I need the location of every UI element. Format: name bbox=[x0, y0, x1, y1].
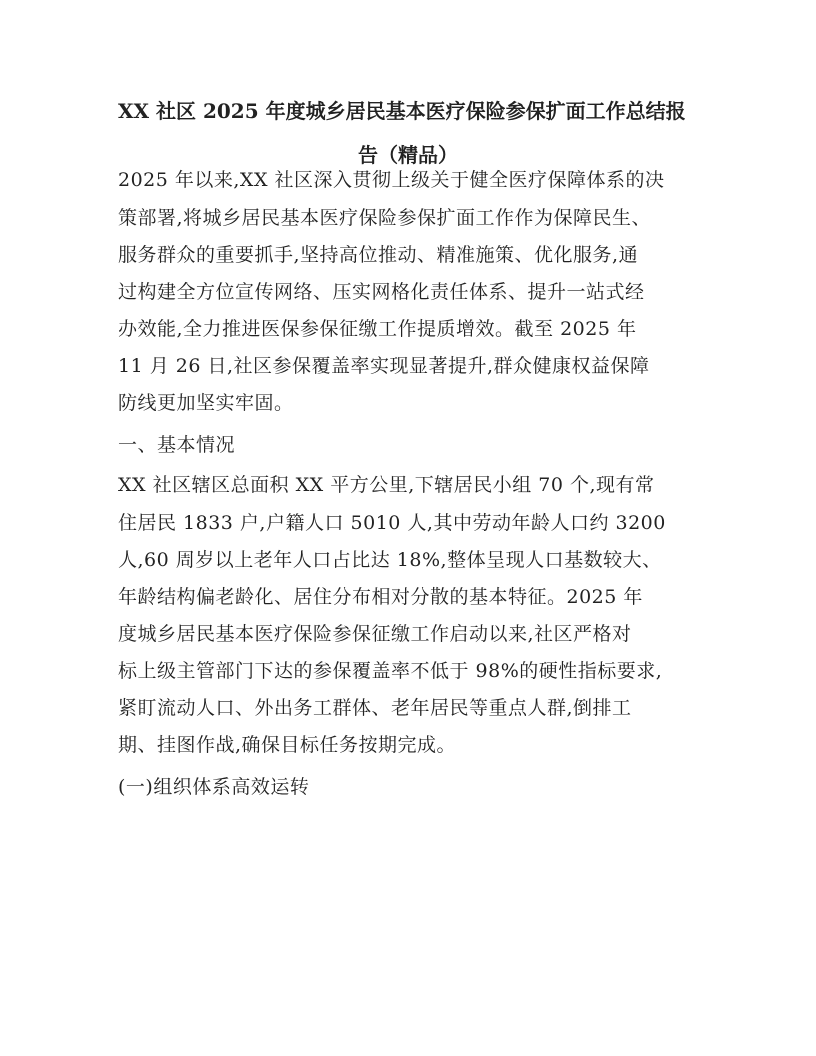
section-heading: 一、基本情况 bbox=[118, 434, 236, 456]
subsection-heading: (一)组织体系高效运转 bbox=[118, 776, 310, 798]
intro-paragraph-line: 服务群众的重要抓手,坚持高位推动、精准施策、优化服务,通 bbox=[118, 244, 639, 266]
section-paragraph-line: 紧盯流动人口、外出务工群体、老年居民等重点人群,倒排工 bbox=[118, 697, 632, 719]
intro-paragraph-line: 办效能,全力推进医保参保征缴工作提质增效。截至 2025 年 bbox=[118, 318, 637, 340]
intro-paragraph-line: 防线更加坚实牢固。 bbox=[118, 392, 294, 414]
section-paragraph-line: 期、挂图作战,确保目标任务按期完成。 bbox=[118, 734, 457, 756]
intro-paragraph-line: 策部署,将城乡居民基本医疗保险参保扩面工作作为保障民生、 bbox=[118, 207, 652, 229]
document-title-line-2: 告（精品） bbox=[358, 143, 458, 167]
intro-paragraph-line: 过构建全方位宣传网络、压实网格化责任体系、提升一站式经 bbox=[118, 281, 645, 303]
intro-paragraph-line: 11 月 26 日,社区参保覆盖率实现显著提升,群众健康权益保障 bbox=[118, 355, 650, 377]
intro-paragraph-line: 2025 年以来,XX 社区深入贯彻上级关于健全医疗保障体系的决 bbox=[118, 169, 665, 191]
document-title-line-1: XX 社区 2025 年度城乡居民基本医疗保险参保扩面工作总结报 bbox=[118, 99, 686, 123]
section-paragraph-line: 标上级主管部门下达的参保覆盖率不低于 98%的硬性指标要求, bbox=[118, 660, 663, 682]
section-paragraph-line: 住居民 1833 户,户籍人口 5010 人,其中劳动年龄人口约 3200 bbox=[118, 512, 666, 534]
section-paragraph-line: 度城乡居民基本医疗保险参保征缴工作启动以来,社区严格对 bbox=[118, 623, 632, 645]
section-paragraph-line: 人,60 周岁以上老年人口占比达 18%,整体呈现人口基数较大、 bbox=[118, 549, 662, 571]
section-paragraph-line: XX 社区辖区总面积 XX 平方公里,下辖居民小组 70 个,现有常 bbox=[118, 474, 655, 496]
section-paragraph-line: 年龄结构偏老龄化、居住分布相对分散的基本特征。2025 年 bbox=[118, 586, 643, 608]
